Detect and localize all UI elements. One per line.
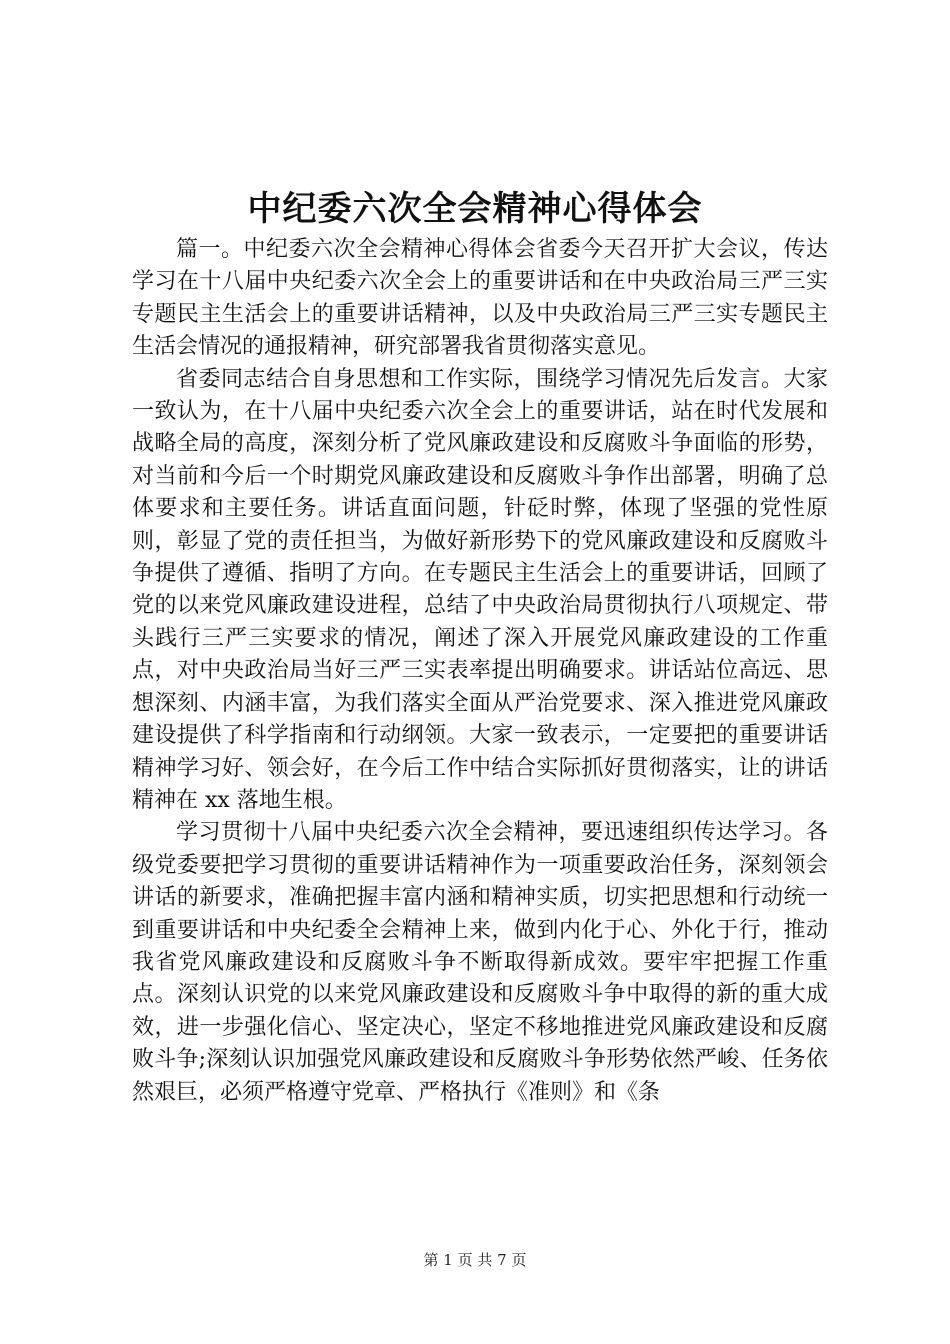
page-number-footer: 第 1 页 共 7 页 — [423, 1251, 527, 1269]
paragraph-1: 篇一。中纪委六次全会精神心得体会省委今天召开扩大会议，传达学习在十八届中央纪委六次全会上的重要讲话和在中央政治局三严三实专题民主生活会上的重要讲话精神，以及中央政治局三严三实专题民主生活会情况的通报精神，研究部署我省贯彻落实意见。 — [132, 237, 828, 360]
paragraph-2: 省委同志结合自身思想和工作实际，围绕学习情况先后发言。大家一致认为，在十八届中央纪委六次全会上的重要讲话，站在时代发展和战略全局的高度，深刻分析了党风廉政建设和反腐败斗争面临的形势，对当前和今后一个时期党风廉政建设和反腐败斗争作出部署，明确了总体要求和主要任务。讲话直面问题，针砭时弊，体现了坚强的党性原则，彰显了党的责任担当，为做好新形势下的党风廉政建设和反腐败斗争提供了遵循、指明了方向。在专题民主生活会上的重要讲话，回顾了党的以来党风廉政建设进程，总结了中央政治局贯彻执行八项规定、带头践行三严三实要求的情况，阐述了深入开展党风廉政建设的工作重点，对中央政治局当好三严三实表率提出明确要求。讲话站位高远、思想深刻、内涵丰富，为我们落实全面从严治党要求、深入推进党风廉政建设提供了科学指南和行动纲领。大家一致表示，一定要把的重要讲话精神学习好、领会好，在今后工作中结合实际抓好贯彻落实，让的讲话精神在 xx 落地生根。 — [132, 366, 828, 813]
document-body — [132, 234, 828, 1109]
document-title: 中纪委六次全会精神心得体会 — [247, 189, 703, 229]
paragraph-3: 学习贯彻十八届中央纪委六次全会精神，要迅速组织传达学习。各级党委要把学习贯彻的重要讲话精神作为一项重要政治任务，深刻领会讲话的新要求，准确把握丰富内涵和精神实质，切实把思想和行动统一到重要讲话和中央纪委全会精神上来，做到内化于心、外化于行，推动我省党风廉政建设和反腐败斗争不断取得新成效。要牢牢把握工作重点。深刻认识党的以来党风廉政建设和反腐败斗争中取得的新的重大成效，进一步强化信心、坚定决心，坚定不移地推进党风廉政建设和反腐败斗争;深刻认识加强党风廉政建设和反腐败斗争形势依然严峻、任务依然艰巨，必须严格遵守党章、严格执行《准则》和《条 — [132, 820, 828, 1105]
